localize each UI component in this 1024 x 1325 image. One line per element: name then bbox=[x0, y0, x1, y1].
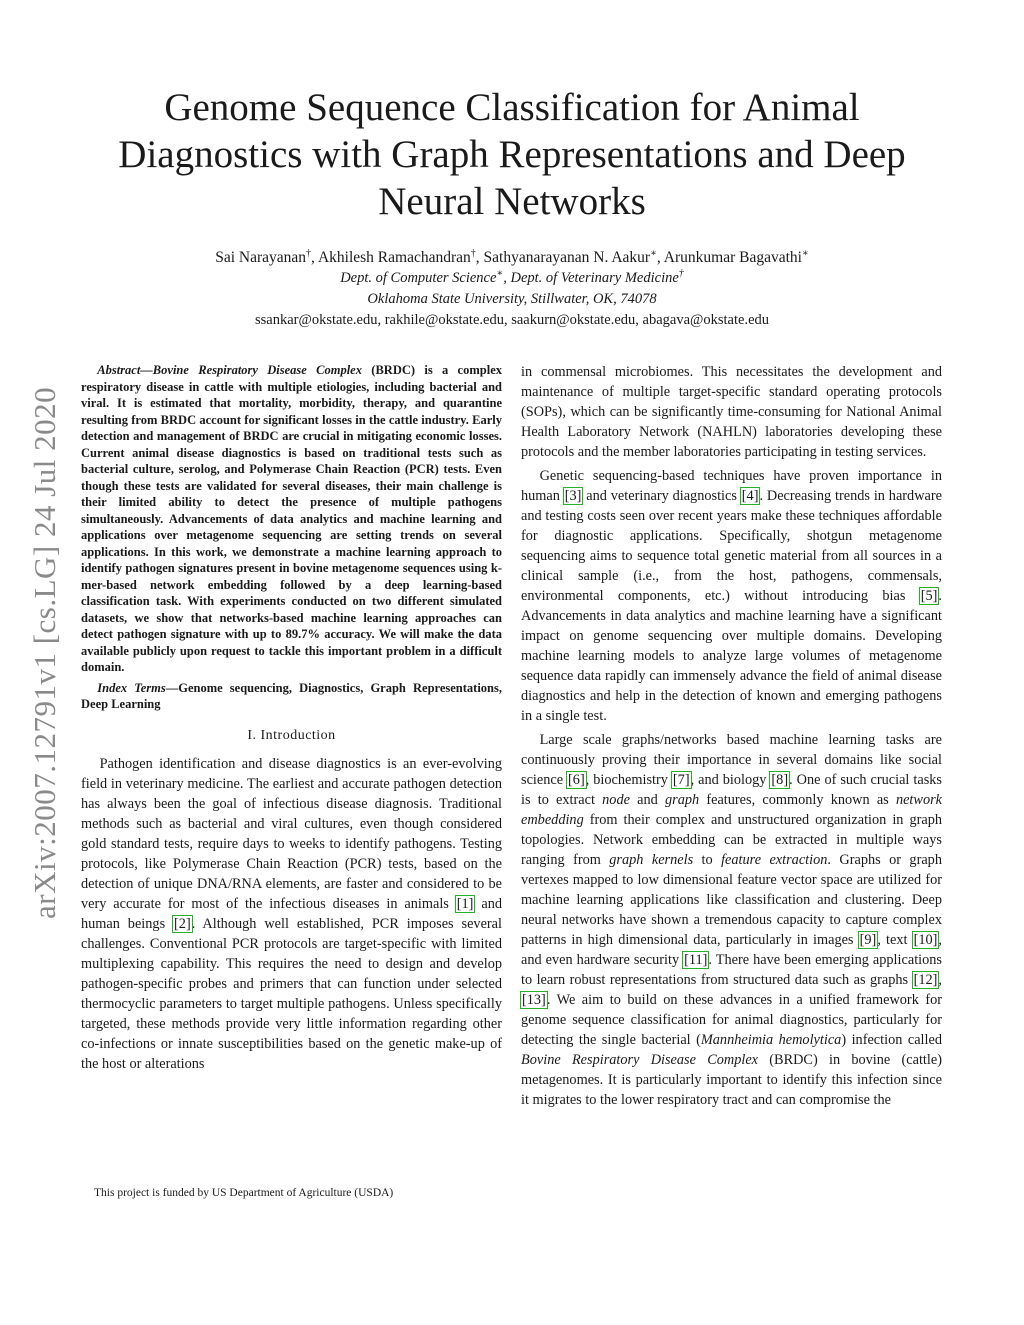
paragraph-text: , biochemistry bbox=[585, 772, 672, 788]
author-name: Akhilesh Ramachandran bbox=[317, 249, 471, 266]
emphasis-text: network embedding bbox=[521, 792, 942, 828]
affiliation-departments: Dept. of Computer Science∗, Dept. of Veterinary Medicine† bbox=[340, 268, 684, 286]
paragraph-text: . There have been emerging applications to learn robust representations from structured data such as graphs bbox=[521, 952, 942, 988]
index-terms bbox=[81, 680, 502, 713]
author-emails: ssankar@okstate.edu, rakhile@okstate.edu, saakurn@okstate.edu, abagava@okstate.edu bbox=[254, 312, 770, 328]
department-vm: Dept. of Veterinary Medicine bbox=[510, 270, 679, 286]
paragraph-text: . Advancements in data analytics and machine learning have a significant impact on genome sequencing over multiple domains. Developing machine learning models to analyze large volumes of metagenome sequence data rapidly can immensely advance the field of animal disease diagnostics and help in the detection of known and emerging pathogens in a single test. bbox=[521, 588, 942, 724]
paper-title: Genome Sequence Classification for Animal Diagnostics with Graph Representations and Deep Neural Networks bbox=[118, 86, 906, 223]
paragraph-text: and bbox=[629, 792, 665, 808]
affiliation-mark: † bbox=[470, 247, 476, 259]
citation-link[interactable]: [9] bbox=[859, 932, 877, 948]
paragraph-text: features, commonly known as bbox=[699, 792, 896, 808]
author-name: Arunkumar Bagavathi bbox=[663, 249, 802, 266]
affiliation-mark: ∗ bbox=[801, 247, 809, 259]
paragraph-text: Genetic sequencing-based techniques have proven importance in human bbox=[521, 468, 942, 504]
paragraph-text: , and biology bbox=[690, 772, 771, 788]
citation-link[interactable]: [8] bbox=[771, 772, 789, 788]
author-name: Sathyanarayanan N. Aakur bbox=[483, 249, 651, 266]
citation-link[interactable]: [6] bbox=[568, 772, 585, 788]
citation-link[interactable]: [1] bbox=[456, 895, 474, 912]
paragraph-text: to bbox=[693, 852, 722, 868]
citation-link[interactable]: [3] bbox=[564, 488, 582, 504]
intro-paragraph bbox=[81, 754, 502, 1074]
author-list: Sai Narayanan†, Akhilesh Ramachandran†, Sathyanarayanan N. Aakur∗, Arunkumar Bagavathi∗ bbox=[215, 247, 809, 266]
index-terms-lead: Index Terms bbox=[97, 680, 166, 695]
abstract-lead: Abstract—Bovine Respiratory Disease Complex bbox=[97, 363, 362, 377]
paragraph-text: Large scale graphs/networks based machine learning tasks are continuously proving their importance in several domains like social science bbox=[521, 732, 942, 788]
paragraph-text: (BRDC) in bovine (cattle) metagenomes. It is particularly important to identify this infection since it migrates to the lower respiratory tract and can compromise the bbox=[521, 1052, 942, 1108]
paragraph-text: . Decreasing trends in hardware and testing costs seen over recent years make these techniques affordable for diagnostic applications. Specifically, shotgun metagenome sequencing aims to sequence total genetic material from all sources in a clinical sample (i.e., from the host, pathogens, commensals, environmental components, etc.) without introducing bias bbox=[521, 488, 942, 604]
citation-link[interactable]: [13] bbox=[522, 992, 546, 1008]
left-column bbox=[81, 362, 502, 1074]
emphasis-text: Bovine Respiratory Disease Complex bbox=[521, 1052, 759, 1068]
department-cs: Dept. of Computer Science bbox=[340, 270, 497, 286]
funding-footnote: This project is funded by US Department of Agriculture (USDA) bbox=[94, 1187, 394, 1199]
citation-link[interactable]: [10] bbox=[913, 932, 938, 948]
paragraph-text: from their complex and unstructured organization in graph topologies. Network embedding can be extracted in multiple ways ranging from bbox=[521, 812, 942, 868]
paragraph-text: and veterinary diagnostics bbox=[582, 488, 741, 504]
author-block bbox=[80, 248, 944, 331]
affiliation-mark: ∗ bbox=[496, 268, 504, 280]
emphasis-text: node bbox=[602, 792, 630, 808]
paragraph-text: . We aim to build on these advances in a unified framework for genome sequence classification for animal diagnostics, particularly for detecting the single bacterial ( bbox=[521, 992, 942, 1048]
paragraph-text: Pathogen identification and disease diagnostics is an ever-evolving field in veterinary medicine. The earliest and accurate pathogen detection has always been the goal of infectious disease diagnosis. Traditional methods such as bacterial and viral cultures, even though considered gold standard tests, require days to weeks to identify pathogens. Testing protocols, like Polymerase Chain Reaction (PCR) tests, based on the detection of unique DNA/RNA elements, are faster and considered to be very accurate for most of the infectious diseases in animals bbox=[81, 755, 502, 912]
abstract bbox=[81, 362, 502, 676]
paragraph-text: , and even hardware security bbox=[521, 932, 942, 968]
affiliation-university: Oklahoma State University, Stillwater, OK, 74078 bbox=[367, 290, 657, 307]
genetic-sequencing-paragraph bbox=[521, 466, 942, 726]
citation-link[interactable]: [5] bbox=[920, 588, 938, 604]
affiliation-mark: ∗ bbox=[650, 247, 657, 259]
citation-link[interactable]: [11] bbox=[684, 952, 708, 968]
emphasis-text: graph bbox=[664, 792, 700, 808]
citation-link[interactable]: [4] bbox=[741, 488, 759, 504]
section-heading: I. Introduction bbox=[247, 727, 336, 743]
citation-link[interactable]: [7] bbox=[672, 772, 690, 788]
paragraph-text: , text bbox=[877, 932, 913, 948]
paragraph-text: . Graphs or graph vertexes mapped to low dimensional feature vector space are utilized for machine learning applications like classification and clustering. Deep neural networks have shown a tremendous capacity to capture complex patterns in high dimensional data, particularly in images bbox=[521, 852, 942, 948]
affiliation-mark: † bbox=[306, 247, 312, 259]
emphasis-text: feature extraction bbox=[721, 852, 828, 868]
emphasis-text: graph kernels bbox=[609, 852, 694, 868]
paragraph-text: . Although well established, PCR imposes several challenges. Conventional PCR protocols are target-specific with limited multiplexing capability. This requires the need to design and develop pathogen-specific probes and primers that can function under selected thermocyclic parameters to target multiple pathogens. Unless specifically targeted, these methods provide very little information regarding other co-infections or innate susceptibilities based on the genetic make-up of the host or alterations bbox=[81, 915, 503, 1072]
index-terms-text: —Genome sequencing, Diagnostics, Graph Representations, Deep Learning bbox=[81, 680, 502, 711]
abstract-text: (BRDC) is a complex respiratory disease in cattle with multiple etiologies, including bacterial and viral. It is estimated that mortality, morbidity, therapy, and quarantine resulting from BRDC account for significant losses in the cattle industry. Early detection and management of BRDC are crucial in mitigating economic losses. Current animal disease diagnostics is based on traditional tests such as bacterial culture, serolog, and Polymerase Chain Reaction (PCR) tests. Even though these tests are validated for several diseases, their main challenge is their limited ability to detect the presence of multiple pathogens simultaneously. Advancements of data analytics and machine learning and applications over metagenome sequencing are setting trends on several applications. In this work, we demonstrate a machine learning approach to identify pathogen signatures present in bovine metagenome sequences using k-mer-based network embedding followed by a deep learning-based classification task. With experiments conducted on two different simulated datasets, we show that networks-based machine learning approaches can detect pathogen signature with up to 89.7% accuracy. We will make the data available publicly upon request to tackle this important problem in a difficult domain. bbox=[81, 363, 502, 674]
right-column bbox=[521, 362, 942, 1110]
arxiv-identifier-stamp: arXiv:2007.12791v1 [cs.LG] 24 Jul 2020 bbox=[27, 386, 62, 919]
emphasis-text: Mannheimia hemolytica bbox=[700, 1032, 842, 1048]
citation-link[interactable]: [12] bbox=[913, 972, 938, 988]
paragraph-text: . One of such crucial tasks is to extract bbox=[521, 772, 942, 808]
graph-learning-paragraph bbox=[521, 730, 942, 1110]
paragraph-text: and human beings bbox=[81, 895, 502, 932]
citation-link[interactable]: [2] bbox=[174, 915, 191, 932]
paragraph-text: , bbox=[938, 972, 942, 988]
paragraph-text: ) infection called bbox=[841, 1032, 942, 1048]
author-name: Sai Narayanan bbox=[215, 249, 307, 266]
affiliation-mark: † bbox=[678, 268, 684, 280]
intro-paragraph-continued: in commensal microbiomes. This necessitates the development and maintenance of multiple target-specific standard operating protocols (SOPs), which can be significantly time-consuming for National Animal Health Laboratory Network (NAHLN) laboratories developing these protocols and the member laboratories participating in testing services. bbox=[521, 364, 942, 460]
